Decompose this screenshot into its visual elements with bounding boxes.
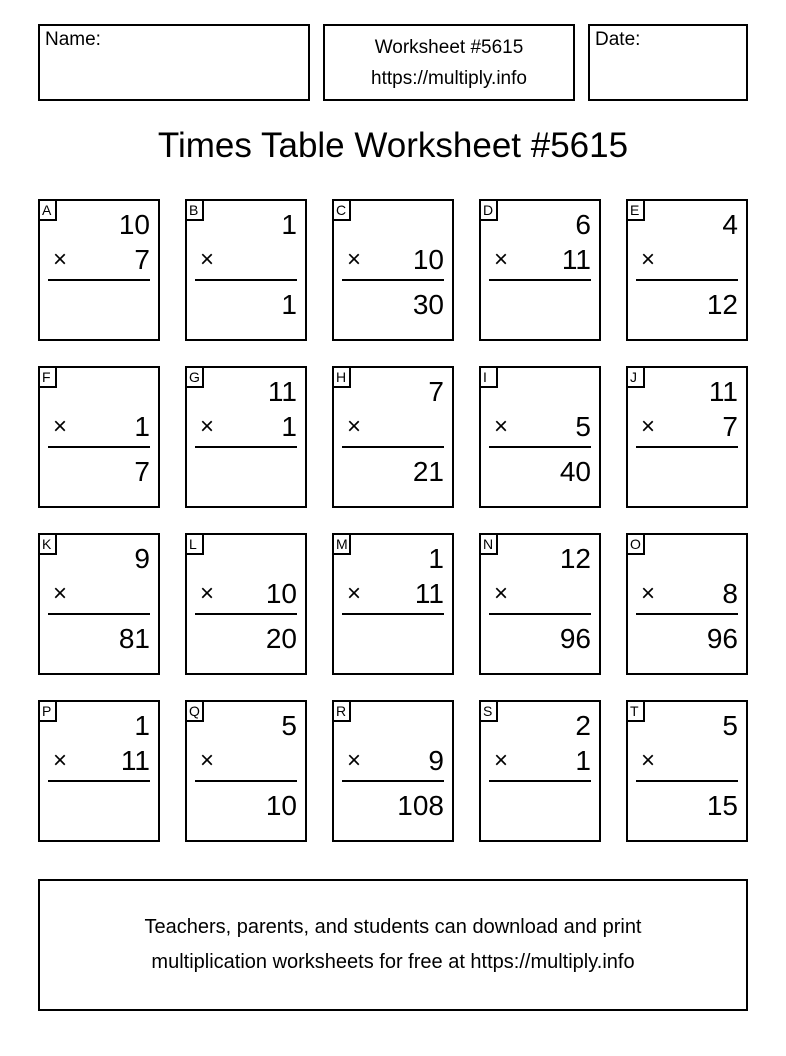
answer-number: 10 xyxy=(265,790,297,821)
problem-j xyxy=(626,366,748,508)
answer-line xyxy=(636,279,738,281)
answer-line xyxy=(342,446,444,448)
times-sign: × xyxy=(494,413,509,440)
bottom-number: 10 xyxy=(412,244,444,275)
answer-line xyxy=(636,446,738,448)
problem-letter: F xyxy=(38,366,57,388)
problem-r xyxy=(332,700,454,842)
footer-line-1: Teachers, parents, and students can download and print xyxy=(144,916,642,938)
top-number: 11 xyxy=(267,376,297,407)
bottom-number: 11 xyxy=(120,745,150,776)
problem-c xyxy=(332,199,454,341)
problem-h xyxy=(332,366,454,508)
bottom-number: 1 xyxy=(134,411,150,442)
top-number: 12 xyxy=(559,543,591,574)
bottom-number: 11 xyxy=(561,244,591,275)
problem-letter: H xyxy=(332,366,351,388)
answer-line xyxy=(195,279,297,281)
times-sign: × xyxy=(200,580,215,607)
bottom-number: 7 xyxy=(722,411,738,442)
top-number: 4 xyxy=(722,209,738,240)
answer-line xyxy=(342,279,444,281)
times-sign: × xyxy=(347,747,362,774)
problem-letter: E xyxy=(626,199,645,221)
answer-line xyxy=(636,613,738,615)
times-sign: × xyxy=(53,747,68,774)
page-title: Times Table Worksheet #5615 xyxy=(157,126,629,165)
date-field-box xyxy=(588,24,748,101)
footer-line-2: multiplication worksheets for free at https://multiply.info xyxy=(151,951,635,973)
answer-line xyxy=(489,446,591,448)
problem-letter: P xyxy=(38,700,57,722)
answer-number: 21 xyxy=(412,456,444,487)
problem-b xyxy=(185,199,307,341)
bottom-number: 10 xyxy=(265,578,297,609)
problem-letter: C xyxy=(332,199,351,221)
problem-letter: O xyxy=(626,533,645,555)
answer-number: 40 xyxy=(559,456,591,487)
answer-number: 15 xyxy=(706,790,738,821)
bottom-number: 1 xyxy=(281,411,297,442)
top-number: 6 xyxy=(575,209,591,240)
times-sign: × xyxy=(200,246,215,273)
answer-line xyxy=(636,780,738,782)
answer-number: 1 xyxy=(281,289,297,320)
top-number: 1 xyxy=(428,543,444,574)
times-sign: × xyxy=(494,246,509,273)
top-number: 9 xyxy=(134,543,150,574)
bottom-number: 11 xyxy=(414,578,444,609)
problem-letter: M xyxy=(332,533,351,555)
answer-number: 30 xyxy=(412,289,444,320)
times-sign: × xyxy=(347,246,362,273)
top-number: 1 xyxy=(281,209,297,240)
problem-g xyxy=(185,366,307,508)
times-sign: × xyxy=(53,580,68,607)
answer-line xyxy=(342,780,444,782)
footer-note xyxy=(38,879,748,1011)
problem-f xyxy=(38,366,160,508)
answer-line xyxy=(195,780,297,782)
bottom-number: 1 xyxy=(575,745,591,776)
site-url: https://multiply.info xyxy=(371,67,527,89)
problem-letter: I xyxy=(479,366,498,388)
top-number: 7 xyxy=(428,376,444,407)
problem-letter: D xyxy=(479,199,498,221)
answer-line xyxy=(489,613,591,615)
problem-letter: R xyxy=(332,700,351,722)
times-sign: × xyxy=(641,747,656,774)
answer-line xyxy=(48,780,150,782)
times-sign: × xyxy=(641,580,656,607)
times-sign: × xyxy=(347,413,362,440)
times-sign: × xyxy=(494,580,509,607)
answer-line xyxy=(48,613,150,615)
answer-line xyxy=(489,780,591,782)
answer-number: 7 xyxy=(134,456,150,487)
times-sign: × xyxy=(494,747,509,774)
answer-number: 12 xyxy=(706,289,738,320)
times-sign: × xyxy=(347,580,362,607)
problem-letter: K xyxy=(38,533,57,555)
problem-letter: L xyxy=(185,533,204,555)
worksheet-id-box xyxy=(323,24,575,101)
times-sign: × xyxy=(53,413,68,440)
problem-d xyxy=(479,199,601,341)
name-field-box xyxy=(38,24,310,101)
problem-o xyxy=(626,533,748,675)
worksheet-number: Worksheet #5615 xyxy=(374,36,524,58)
top-number: 2 xyxy=(575,710,591,741)
problem-q xyxy=(185,700,307,842)
date-label: Date: xyxy=(595,29,641,50)
answer-number: 81 xyxy=(118,623,150,654)
answer-number: 96 xyxy=(706,623,738,654)
problem-letter: J xyxy=(626,366,645,388)
problem-letter: S xyxy=(479,700,498,722)
top-number: 11 xyxy=(708,376,738,407)
bottom-number: 9 xyxy=(428,745,444,776)
problem-a xyxy=(38,199,160,341)
answer-line xyxy=(48,446,150,448)
times-sign: × xyxy=(641,246,656,273)
problem-p xyxy=(38,700,160,842)
times-sign: × xyxy=(53,246,68,273)
problem-m xyxy=(332,533,454,675)
answer-line xyxy=(342,613,444,615)
answer-number: 108 xyxy=(397,790,444,821)
bottom-number: 8 xyxy=(722,578,738,609)
answer-line xyxy=(195,613,297,615)
problem-e xyxy=(626,199,748,341)
top-number: 5 xyxy=(722,710,738,741)
problem-k xyxy=(38,533,160,675)
problem-i xyxy=(479,366,601,508)
times-sign: × xyxy=(200,747,215,774)
times-sign: × xyxy=(200,413,215,440)
bottom-number: 7 xyxy=(134,244,150,275)
answer-number: 20 xyxy=(265,623,297,654)
times-sign: × xyxy=(641,413,656,440)
answer-line xyxy=(489,279,591,281)
problem-letter: A xyxy=(38,199,57,221)
problem-s xyxy=(479,700,601,842)
problem-letter: B xyxy=(185,199,204,221)
problem-letter: N xyxy=(479,533,498,555)
problem-letter: T xyxy=(626,700,645,722)
bottom-number: 5 xyxy=(575,411,591,442)
problem-letter: G xyxy=(185,366,204,388)
answer-number: 96 xyxy=(559,623,591,654)
answer-line xyxy=(195,446,297,448)
answer-line xyxy=(48,279,150,281)
top-number: 1 xyxy=(134,710,150,741)
top-number: 10 xyxy=(118,209,150,240)
problem-letter: Q xyxy=(185,700,204,722)
top-number: 5 xyxy=(281,710,297,741)
problem-t xyxy=(626,700,748,842)
problem-l xyxy=(185,533,307,675)
problem-n xyxy=(479,533,601,675)
name-label: Name: xyxy=(45,29,101,50)
